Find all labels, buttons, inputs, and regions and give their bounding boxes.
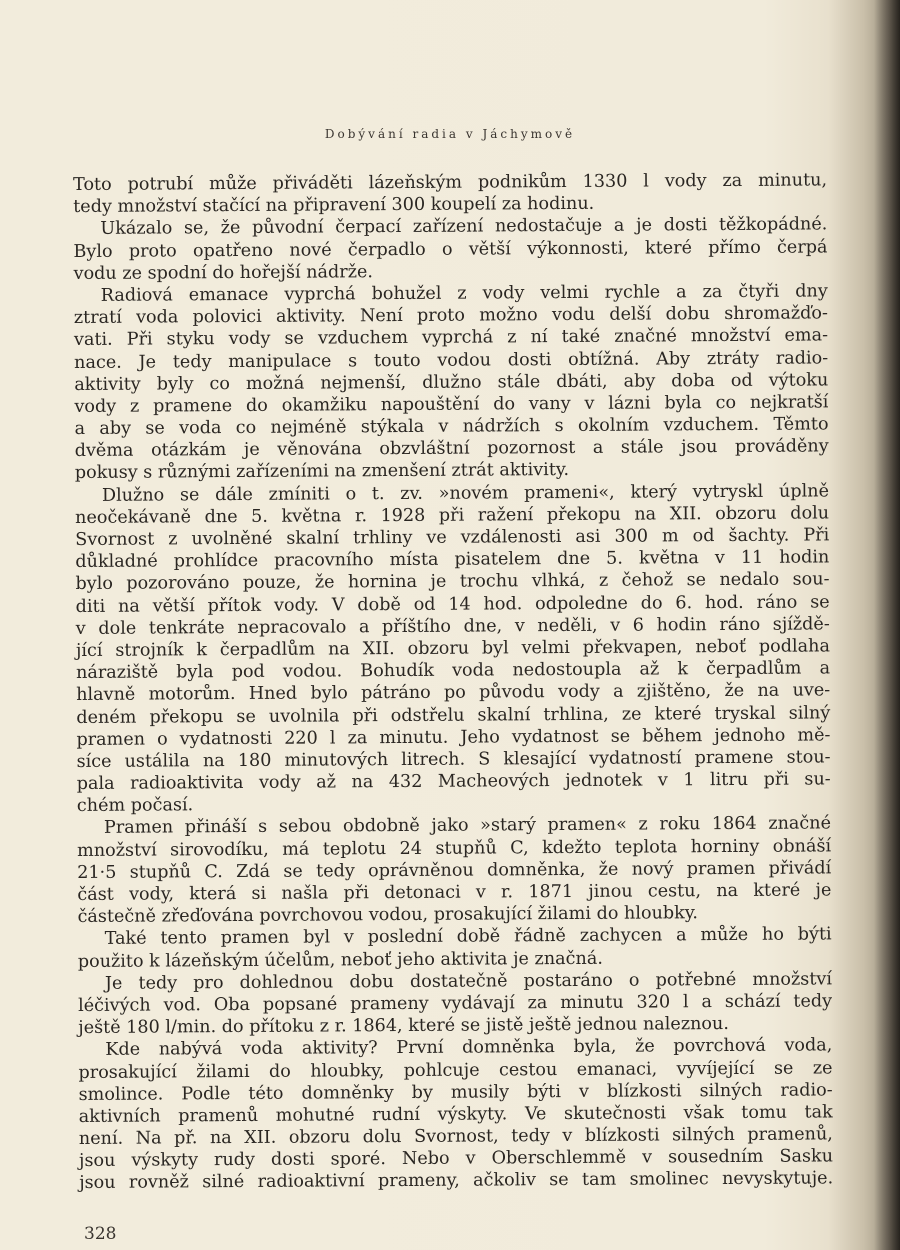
text-line: vodu ze spodní do hořejší nádrže. xyxy=(73,261,374,284)
text-line: Ukázalo se, že původní čerpací zařízení nedostačuje a je dosti těžkopádné. xyxy=(100,214,828,240)
text-line: pala radioaktivita vody až na 432 Macheových jednotek v 1 litru při su- xyxy=(76,769,831,795)
binding-shadow xyxy=(874,0,900,1250)
text-line: vody z pramene do okamžiku napouštění do vany v lázni byla co nejkratší xyxy=(74,392,829,417)
text-line: léčivých vod. Oba popsané prameny vydávají za minutu 320 l a schází tedy xyxy=(78,991,833,1016)
text-line: jsou rovněž silné radioaktivní prameny, ačkoliv se tam smolinec nevyskytuje. xyxy=(79,1168,834,1194)
text-line: chém počasí. xyxy=(76,795,194,817)
text-line: použito k lázeňským účelům, neboť jeho aktivita je značná. xyxy=(77,948,603,972)
text-line: Radiová emanace vyprchá bohužel z vody velmi rychle a za čtyři dny xyxy=(100,281,828,306)
text-line: síce ustálila na 180 minutových litrech. S klesající vydatností pramene stou- xyxy=(76,747,831,772)
text-line: částečně zřeďována povrchovou vodou, prosakující žilami do hloubky. xyxy=(77,903,699,928)
text-line: aktivních pramenů mohutné rudní výskyty. Ve skutečnosti však tomu tak xyxy=(78,1102,833,1127)
text-line: Je tedy pro dohlednou dobu dostatečně postaráno o potřebné množství xyxy=(104,969,832,994)
text-line: tedy množství stačící na připravení 300 koupelí za hodinu. xyxy=(73,194,595,218)
text-line: dvěma otázkám je věnována obzvláštní pozornost a stále jsou prováděny xyxy=(74,436,829,462)
text-line: smolince. Podle této domněnky by musily býti v blízkosti silných radio- xyxy=(78,1080,833,1105)
text-line: v dole tenkráte nepracovalo a příštího dne, v neděli, v 6 hodin ráno sjíždě- xyxy=(75,614,830,639)
body-text xyxy=(73,169,833,1194)
text-line: ještě 180 l/min. do přítoku z r. 1864, které se jistě ještě jednou naleznou. xyxy=(78,1014,729,1039)
text-line: Svornost z uvolněné skalní trhliny ve vzdálenosti asi 300 m od šachty. Při xyxy=(75,525,830,550)
text-line: a aby se voda co nejméně stýkala v nádržích s okolním vzduchem. Těmto xyxy=(74,414,829,440)
text-line: nace. Je tedy manipulace s touto vodou dosti obtížná. Aby ztráty radio- xyxy=(74,347,829,373)
text-line: není. Na př. na XII. obzoru dolu Svornost, tedy v blízkosti silných pramenů, xyxy=(78,1124,833,1150)
text-line: část vody, která si našla při detonaci v r. 1871 jinou cestu, na které je xyxy=(77,880,832,905)
text-line: náraziště byla pod vodou. Bohudík voda nedostoupla až k čerpadlům a xyxy=(75,658,831,684)
text-line: Také tento pramen byl v poslední době řádně zachycen a může ho býti xyxy=(104,924,832,950)
text-line: hlavně motorům. Hned bylo pátráno po původu vody a zjištěno, že na uve- xyxy=(76,680,831,706)
text-line: pokusy s různými zařízeními na zmenšení ztrát aktivity. xyxy=(74,460,570,484)
text-line: Dlužno se dále zmíniti o t. zv. »novém prameni«, který vytryskl úplně xyxy=(101,481,830,506)
text-line: vati. Při styku vody se vzduchem vyprchá z ní také značné množství ema- xyxy=(73,325,829,351)
text-line: Kde nabývá voda aktivity? První domněnka byla, že povrchová voda, xyxy=(105,1035,833,1061)
text-line: množství sirovodíku, má teplotu 24 stupňů C, kdežto teplota horniny obnáší xyxy=(77,836,832,861)
page-number: 328 xyxy=(84,1224,117,1244)
text-line: Toto potrubí může přiváděti lázeňským podnikům 1330 l vody za minutu, xyxy=(73,170,828,195)
text-line: jící strojník k čerpadlům na XII. obzoru byl velmi překvapen, neboť podlaha xyxy=(75,636,830,661)
text-line: Bylo proto opatřeno nové čerpadlo o větší výkonnosti, které přímo čerpá xyxy=(73,236,828,262)
text-line: Pramen přináší s sebou obdobně jako »starý pramen« z roku 1864 značné xyxy=(103,813,832,839)
text-line: 21·5 stupňů C. Zdá se tedy oprávněnou domněnka, že nový pramen přivádí xyxy=(77,858,832,883)
text-line: neočekávaně dne 5. května r. 1928 při ražení překopu na XII. obzoru dolu xyxy=(75,503,830,528)
running-header: Dobývání radia v Jáchymově xyxy=(324,127,576,141)
text-line: prosakující žilami do hloubky, pohlcuje cestou emanaci, vyvíjející se ze xyxy=(78,1057,833,1083)
text-line: ztratí voda polovici aktivity. Není proto možno vodu delší dobu shromažďo- xyxy=(73,303,828,329)
text-line: bylo pozorováno pouze, že hornina je trochu vlhká, z čehož se nedalo sou- xyxy=(75,569,830,595)
text-line: aktivity byly co možná nejmenší, dlužno stále dbáti, aby doba od výtoku xyxy=(74,370,829,395)
text-line: pramen o vydatnosti 220 l za minutu. Jeho vydatnost se během jednoho mě- xyxy=(76,725,831,750)
text-line: deném překopu se uvolnila při odstřelu skalní trhlina, ze které tryskal silný xyxy=(76,702,831,728)
text-line: jsou výskyty rudy dosti sporé. Nebo v Oberschlemmě v sousedním Sasku xyxy=(78,1146,834,1172)
text-line: diti na větší přítok vody. V době od 14 hod. odpoledne do 6. hod. ráno se xyxy=(75,591,830,617)
text-line: důkladné prohlídce pracovního místa pisatelem dne 5. května v 11 hodin xyxy=(75,547,830,573)
